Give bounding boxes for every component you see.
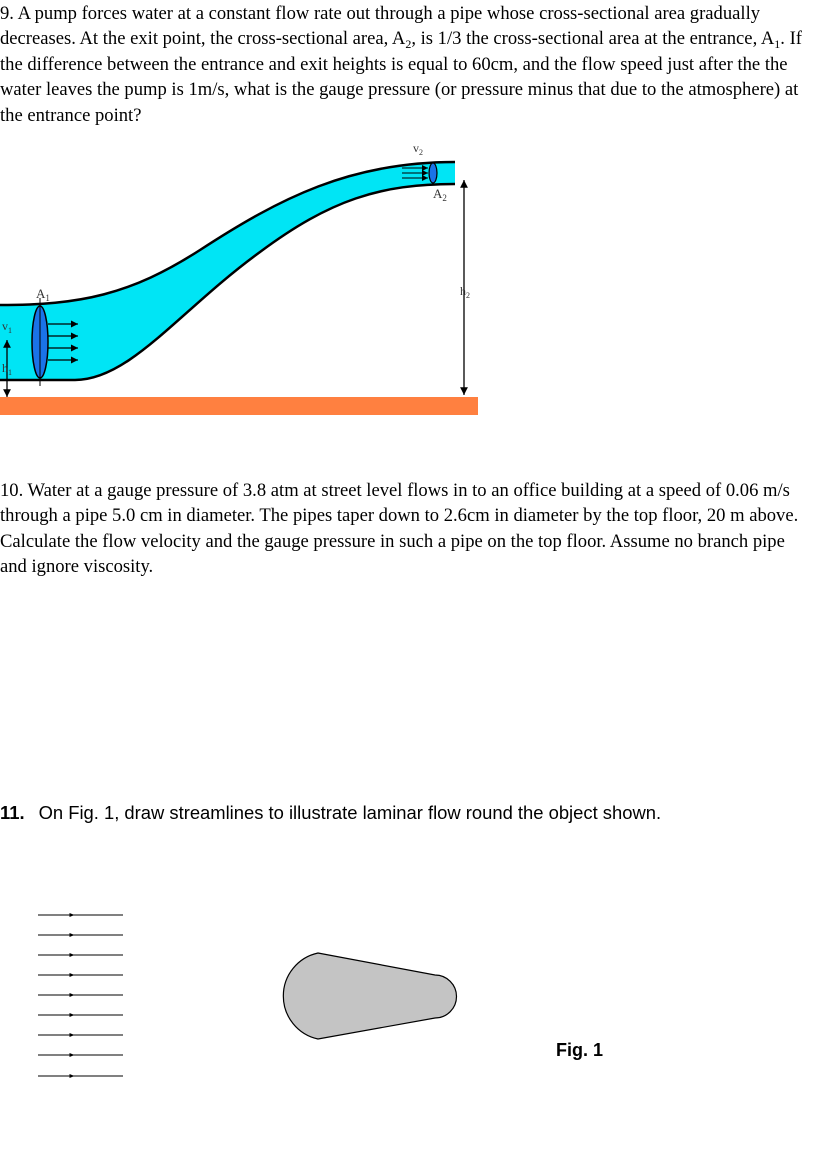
label-h1: $h_1$ <box>2 361 12 377</box>
q9-subscript: 2 <box>405 37 412 52</box>
question-11-number: 11. <box>0 802 25 823</box>
label-a2: $A_2$ <box>433 186 447 203</box>
label-v2: $v_2$ <box>413 141 423 157</box>
question-9-text <box>0 1 812 128</box>
pipe-water <box>0 162 455 380</box>
exit-disc <box>429 163 437 183</box>
question-11-text: On Fig. 1, draw streamlines to illustrate laminar flow round the object shown. <box>38 802 662 823</box>
label-a1: $A_1$ <box>36 286 50 303</box>
incoming-streamlines <box>38 915 123 1076</box>
ground <box>0 397 478 415</box>
q9-text-part: . If the difference between the entrance and exit heights is equal to 60cm, and the flow speed just after the the water leaves the pump is 1m/s, what is the gauge pressure (or pressure minus that due to the atmosphere) at the entrance point? <box>0 28 802 126</box>
question-11 <box>0 802 812 824</box>
q9-text-part: 9. A pump forces water at a constant flow rate out through a pipe whose cross-sectional area gradually decreases. At the exit point, the cross-sectional area, A <box>0 3 761 50</box>
q9-text-part: , is 1/3 the cross-sectional area at the entrance, A <box>411 28 775 50</box>
q9-subscript: 1 <box>774 37 781 52</box>
flow-object <box>283 953 456 1039</box>
pipe-figure <box>0 140 490 425</box>
label-h2: $h_2$ <box>460 284 470 300</box>
label-v1: $v_1$ <box>2 319 12 335</box>
fig1-drawing <box>30 905 460 1085</box>
fig1-label: Fig. 1 <box>556 1040 604 1060</box>
question-10-text: 10. Water at a gauge pressure of 3.8 atm at street level flows in to an office building at a speed of 0.06 m/s through a pipe 5.0 cm in diameter. The pipes taper down to 2.6cm in diameter by the top floor, 20 m above. Calculate the flow velocity and the gauge pressure in such a pipe on the top floor. Assume no branch pipe and ignore viscosity. <box>0 480 799 578</box>
